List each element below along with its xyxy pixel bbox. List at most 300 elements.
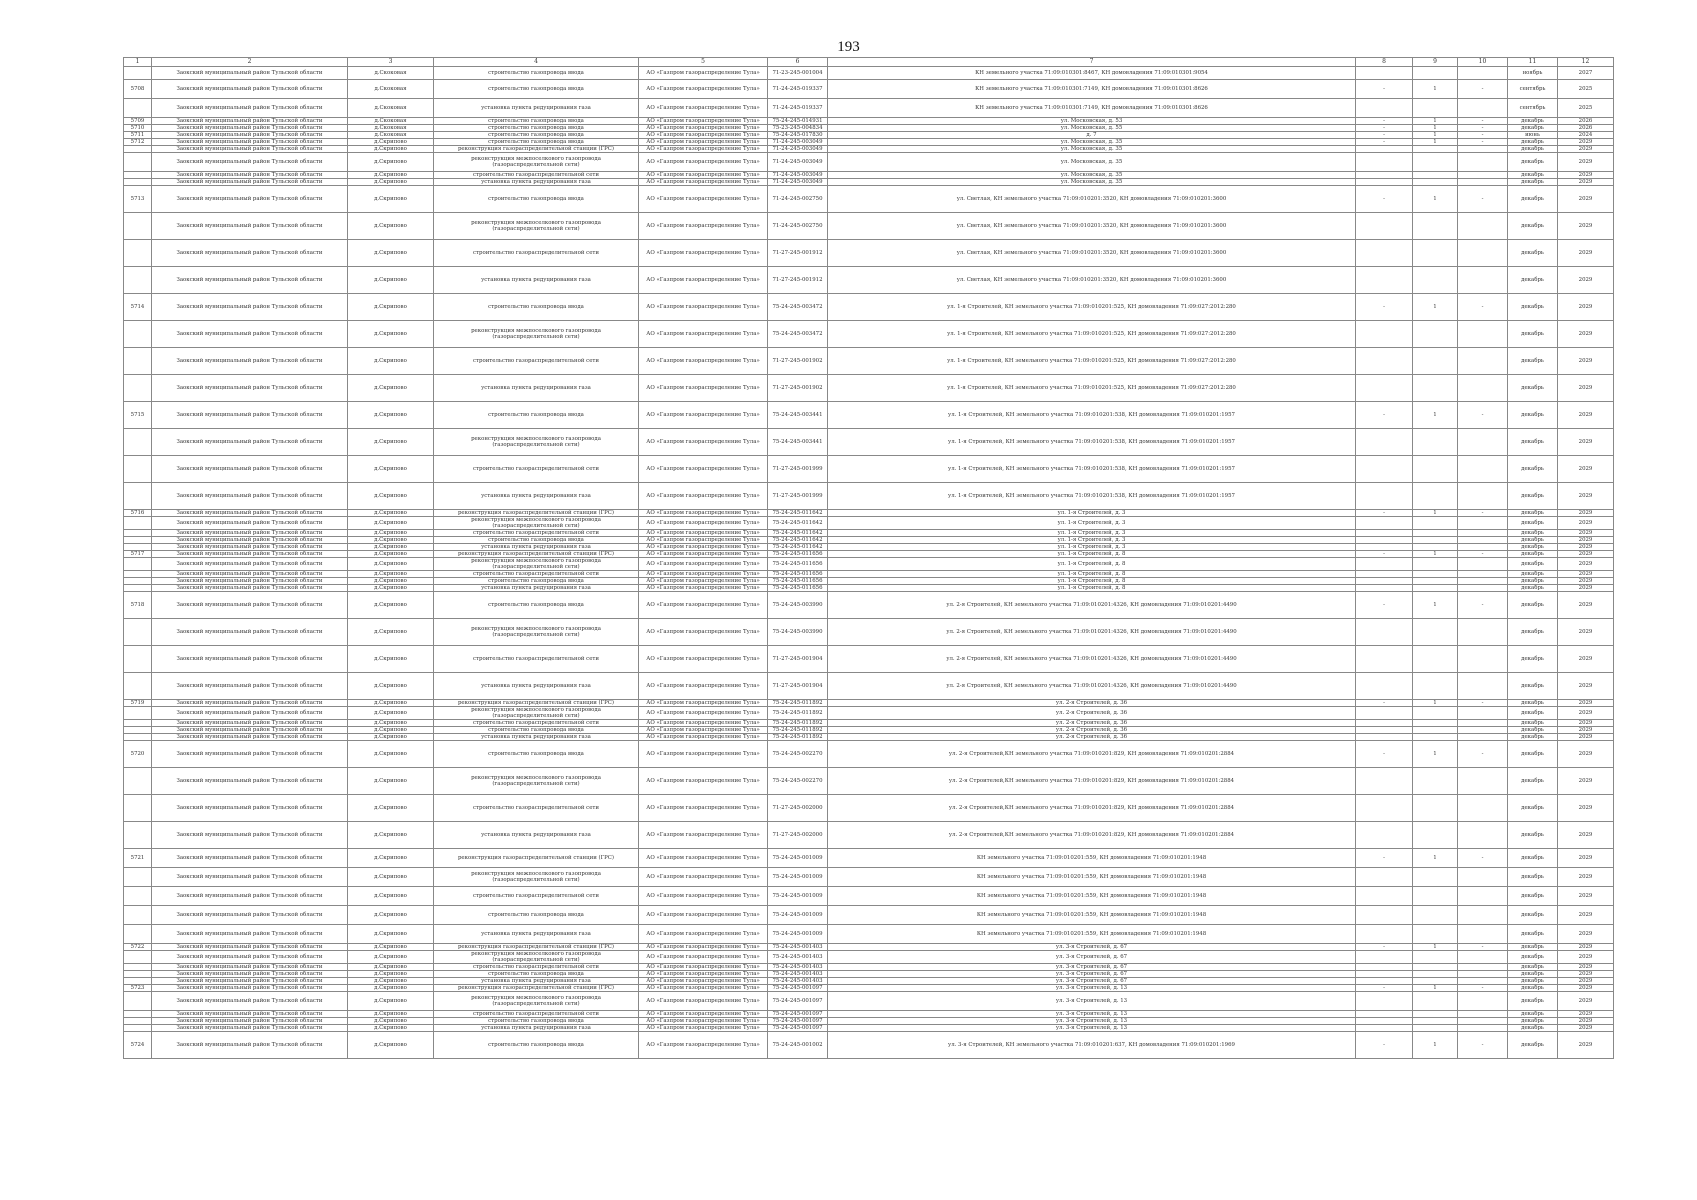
- month: декабрь: [1508, 578, 1558, 585]
- cell-col10: [1458, 1011, 1508, 1018]
- table-row: [124, 172, 1614, 179]
- table-row: [124, 1011, 1614, 1018]
- year: 2026: [1558, 125, 1614, 132]
- cell-col10: [1458, 734, 1508, 741]
- organization: АО «Газпром газораспределение Тула»: [639, 646, 768, 673]
- row-number: 5714: [124, 294, 152, 321]
- municipality: Заокский муниципальный район Тульской области: [152, 118, 348, 125]
- year: 2029: [1558, 951, 1614, 964]
- table-row: [124, 768, 1614, 795]
- cell-col10: -: [1458, 510, 1508, 517]
- cell-col10: [1458, 153, 1508, 172]
- organization: АО «Газпром газораспределение Тула»: [639, 1032, 768, 1059]
- cell-col9: [1413, 67, 1458, 80]
- locality: д.Скрипово: [348, 849, 434, 868]
- address: ул. 3-я Строителей, д. 13: [828, 1025, 1356, 1032]
- table-row: [124, 132, 1614, 139]
- work-type: реконструкция межпоселкового газопровода (газораспределительной сети): [434, 868, 639, 887]
- contract-number: 75-24-245-001009: [768, 925, 828, 944]
- work-type: строительство газораспределительной сети: [434, 240, 639, 267]
- cell-col8: [1356, 707, 1413, 720]
- address: ул. 3-я Строителей, д. 13: [828, 992, 1356, 1011]
- address: ул. 3-я Строителей, д. 67: [828, 944, 1356, 951]
- table-row: [124, 321, 1614, 348]
- cell-col9: 1: [1413, 944, 1458, 951]
- row-number: [124, 213, 152, 240]
- cell-col9: [1413, 456, 1458, 483]
- municipality: Заокский муниципальный район Тульской области: [152, 985, 348, 992]
- year: 2029: [1558, 186, 1614, 213]
- work-type: реконструкция газораспределительной станции (ГРС): [434, 985, 639, 992]
- cell-col9: [1413, 585, 1458, 592]
- cell-col8: [1356, 720, 1413, 727]
- year: 2029: [1558, 992, 1614, 1011]
- cell-col8: [1356, 67, 1413, 80]
- locality: д.Скрипово: [348, 551, 434, 558]
- work-type: установка пункта редуцирования газа: [434, 1025, 639, 1032]
- contract-number: 75-24-245-001403: [768, 944, 828, 951]
- cell-col10: [1458, 348, 1508, 375]
- month: декабрь: [1508, 153, 1558, 172]
- cell-col8: [1356, 925, 1413, 944]
- locality: д.Скрипово: [348, 456, 434, 483]
- cell-col9: 1: [1413, 118, 1458, 125]
- cell-col9: [1413, 868, 1458, 887]
- work-type: строительство газораспределительной сети: [434, 348, 639, 375]
- locality: д.Скрипово: [348, 321, 434, 348]
- year: 2029: [1558, 544, 1614, 551]
- contract-number: 75-24-245-011642: [768, 544, 828, 551]
- month: декабрь: [1508, 1011, 1558, 1018]
- municipality: Заокский муниципальный район Тульской области: [152, 971, 348, 978]
- address: ул. 1-я Строителей, КН земельного участка 71:09:010201:538, КН домовладения 71:09:010201:1957: [828, 483, 1356, 510]
- work-type: установка пункта редуцирования газа: [434, 925, 639, 944]
- row-number: [124, 530, 152, 537]
- year: 2029: [1558, 849, 1614, 868]
- table-row: [124, 267, 1614, 294]
- cell-col9: [1413, 558, 1458, 571]
- month: декабрь: [1508, 402, 1558, 429]
- work-type: строительство газопровода ввода: [434, 741, 639, 768]
- year: 2029: [1558, 700, 1614, 707]
- organization: АО «Газпром газораспределение Тула»: [639, 80, 768, 99]
- municipality: Заокский муниципальный район Тульской области: [152, 537, 348, 544]
- work-type: строительство газопровода ввода: [434, 592, 639, 619]
- municipality: Заокский муниципальный район Тульской области: [152, 822, 348, 849]
- table-row: [124, 720, 1614, 727]
- cell-col9: 1: [1413, 510, 1458, 517]
- table-row: [124, 375, 1614, 402]
- contract-number: 75-24-245-001403: [768, 964, 828, 971]
- row-number: [124, 321, 152, 348]
- work-type: реконструкция межпоселкового газопровода (газораспределительной сети): [434, 213, 639, 240]
- cell-col10: [1458, 673, 1508, 700]
- row-number: 5709: [124, 118, 152, 125]
- organization: АО «Газпром газораспределение Тула»: [639, 727, 768, 734]
- address: ул. 1-я Строителей, д. 8: [828, 571, 1356, 578]
- month: сентябрь: [1508, 99, 1558, 118]
- cell-col10: [1458, 267, 1508, 294]
- cell-col8: [1356, 768, 1413, 795]
- cell-col10: -: [1458, 402, 1508, 429]
- organization: АО «Газпром газораспределение Тула»: [639, 146, 768, 153]
- table-row: [124, 978, 1614, 985]
- work-type: реконструкция межпоселкового газопровода (газораспределительной сети): [434, 321, 639, 348]
- cell-col8: [1356, 619, 1413, 646]
- cell-col8: [1356, 1011, 1413, 1018]
- month: декабрь: [1508, 822, 1558, 849]
- locality: д.Скрипово: [348, 153, 434, 172]
- table-row: [124, 578, 1614, 585]
- year: 2029: [1558, 146, 1614, 153]
- year: 2029: [1558, 558, 1614, 571]
- cell-col8: [1356, 978, 1413, 985]
- cell-col8: -: [1356, 186, 1413, 213]
- column-header: 4: [434, 58, 639, 67]
- cell-col10: [1458, 67, 1508, 80]
- row-number: [124, 544, 152, 551]
- contract-number: 71-23-245-001004: [768, 67, 828, 80]
- cell-col9: [1413, 992, 1458, 1011]
- month: декабрь: [1508, 985, 1558, 992]
- organization: АО «Газпром газораспределение Тула»: [639, 944, 768, 951]
- cell-col10: [1458, 172, 1508, 179]
- cell-col10: [1458, 887, 1508, 906]
- year: 2029: [1558, 456, 1614, 483]
- municipality: Заокский муниципальный район Тульской области: [152, 700, 348, 707]
- contract-number: 75-24-245-011656: [768, 585, 828, 592]
- table-row: [124, 551, 1614, 558]
- cell-col9: [1413, 906, 1458, 925]
- municipality: Заокский муниципальный район Тульской области: [152, 294, 348, 321]
- municipality: Заокский муниципальный район Тульской области: [152, 727, 348, 734]
- cell-col8: -: [1356, 1032, 1413, 1059]
- organization: АО «Газпром газораспределение Тула»: [639, 429, 768, 456]
- locality: д.Скрипово: [348, 985, 434, 992]
- table-row: [124, 964, 1614, 971]
- cell-col10: [1458, 375, 1508, 402]
- table-row: [124, 1032, 1614, 1059]
- row-number: 5711: [124, 132, 152, 139]
- locality: д.Скрипово: [348, 992, 434, 1011]
- organization: АО «Газпром газораспределение Тула»: [639, 118, 768, 125]
- contract-number: 75-24-245-003441: [768, 402, 828, 429]
- work-type: реконструкция межпоселкового газопровода (газораспределительной сети): [434, 558, 639, 571]
- cell-col10: [1458, 1025, 1508, 1032]
- table-row: [124, 146, 1614, 153]
- cell-col9: [1413, 321, 1458, 348]
- cell-col10: [1458, 179, 1508, 186]
- table-body: [124, 67, 1614, 1059]
- cell-col10: [1458, 795, 1508, 822]
- year: 2027: [1558, 67, 1614, 80]
- address: ул. 1-я Строителей, д. 3: [828, 530, 1356, 537]
- address: ул. 2-я Строителей,КН земельного участка 71:09:010201:829, КН домовладения 71:09:010201:2884: [828, 795, 1356, 822]
- contract-number: 75-24-245-001403: [768, 978, 828, 985]
- locality: д.Скрипово: [348, 822, 434, 849]
- row-number: 5712: [124, 139, 152, 146]
- cell-col9: [1413, 619, 1458, 646]
- locality: д.Скрипово: [348, 1018, 434, 1025]
- contract-number: 75-24-245-011656: [768, 571, 828, 578]
- row-number: [124, 992, 152, 1011]
- locality: д.Скрипово: [348, 240, 434, 267]
- cell-col9: [1413, 1018, 1458, 1025]
- year: 2029: [1558, 592, 1614, 619]
- month: декабрь: [1508, 544, 1558, 551]
- table-row: [124, 727, 1614, 734]
- column-header: 5: [639, 58, 768, 67]
- organization: АО «Газпром газораспределение Тула»: [639, 578, 768, 585]
- month: декабрь: [1508, 483, 1558, 510]
- municipality: Заокский муниципальный район Тульской области: [152, 213, 348, 240]
- contract-number: 71-27-245-002000: [768, 795, 828, 822]
- organization: АО «Газпром газораспределение Тула»: [639, 978, 768, 985]
- address: ул. 3-я Строителей, КН земельного участка 71:09:010201:637, КН домовладения 71:09:010201:1969: [828, 1032, 1356, 1059]
- municipality: Заокский муниципальный район Тульской области: [152, 768, 348, 795]
- month: декабрь: [1508, 741, 1558, 768]
- year: 2029: [1558, 727, 1614, 734]
- row-number: [124, 578, 152, 585]
- row-number: [124, 925, 152, 944]
- municipality: Заокский муниципальный район Тульской области: [152, 483, 348, 510]
- table-row: [124, 558, 1614, 571]
- organization: АО «Газпром газораспределение Тула»: [639, 1025, 768, 1032]
- contract-number: 75-24-245-001097: [768, 985, 828, 992]
- column-header: 2: [152, 58, 348, 67]
- row-number: [124, 375, 152, 402]
- cell-col10: [1458, 578, 1508, 585]
- locality: д.Скрипово: [348, 294, 434, 321]
- contract-number: 71-27-245-002000: [768, 822, 828, 849]
- locality: д.Скоковая: [348, 99, 434, 118]
- address: КН земельного участка 71:09:010201:559, КН домовладения 71:09:010201:1948: [828, 887, 1356, 906]
- municipality: Заокский муниципальный район Тульской области: [152, 992, 348, 1011]
- row-number: [124, 887, 152, 906]
- year: 2029: [1558, 734, 1614, 741]
- row-number: [124, 267, 152, 294]
- locality: д.Скрипово: [348, 530, 434, 537]
- table-row: [124, 456, 1614, 483]
- month: декабрь: [1508, 186, 1558, 213]
- locality: д.Скрипово: [348, 951, 434, 964]
- cell-col9: [1413, 571, 1458, 578]
- year: 2025: [1558, 99, 1614, 118]
- locality: д.Скрипово: [348, 402, 434, 429]
- organization: АО «Газпром газораспределение Тула»: [639, 906, 768, 925]
- row-number: [124, 734, 152, 741]
- locality: д.Скрипово: [348, 348, 434, 375]
- cell-col10: [1458, 517, 1508, 530]
- month: декабрь: [1508, 734, 1558, 741]
- month: июнь: [1508, 132, 1558, 139]
- month: декабрь: [1508, 585, 1558, 592]
- locality: д.Скрипово: [348, 768, 434, 795]
- work-type: установка пункта редуцирования газа: [434, 673, 639, 700]
- row-number: [124, 517, 152, 530]
- cell-col8: -: [1356, 118, 1413, 125]
- year: 2029: [1558, 172, 1614, 179]
- locality: д.Скоковая: [348, 118, 434, 125]
- work-type: строительство газораспределительной сети: [434, 1011, 639, 1018]
- contract-number: 75-24-245-002270: [768, 768, 828, 795]
- cell-col10: [1458, 971, 1508, 978]
- cell-col10: [1458, 429, 1508, 456]
- table-row: [124, 517, 1614, 530]
- cell-col9: 1: [1413, 294, 1458, 321]
- address: ул. 2-я Строителей, КН земельного участка 71:09:010201:4326, КН домовладения 71:09:010201:4490: [828, 673, 1356, 700]
- contract-number: 75-24-245-011892: [768, 727, 828, 734]
- municipality: Заокский муниципальный район Тульской области: [152, 646, 348, 673]
- contract-number: 75-24-245-001009: [768, 868, 828, 887]
- locality: д.Скрипово: [348, 146, 434, 153]
- month: декабрь: [1508, 727, 1558, 734]
- year: 2029: [1558, 964, 1614, 971]
- organization: АО «Газпром газораспределение Тула»: [639, 1011, 768, 1018]
- table-row: [124, 795, 1614, 822]
- month: декабрь: [1508, 707, 1558, 720]
- cell-col10: [1458, 544, 1508, 551]
- organization: АО «Газпром газораспределение Тула»: [639, 964, 768, 971]
- year: 2029: [1558, 402, 1614, 429]
- locality: д.Скрипово: [348, 544, 434, 551]
- cell-col10: -: [1458, 80, 1508, 99]
- month: декабрь: [1508, 125, 1558, 132]
- cell-col10: [1458, 951, 1508, 964]
- address: ул. 2-я Строителей,КН земельного участка 71:09:010201:829, КН домовладения 71:09:010201:2884: [828, 822, 1356, 849]
- contract-number: 75-24-245-001002: [768, 1032, 828, 1059]
- cell-col10: -: [1458, 985, 1508, 992]
- cell-col9: 1: [1413, 849, 1458, 868]
- year: 2029: [1558, 153, 1614, 172]
- municipality: Заокский муниципальный район Тульской области: [152, 240, 348, 267]
- work-type: строительство газораспределительной сети: [434, 795, 639, 822]
- cell-col10: -: [1458, 592, 1508, 619]
- cell-col8: [1356, 530, 1413, 537]
- year: 2029: [1558, 978, 1614, 985]
- month: декабрь: [1508, 375, 1558, 402]
- table-row: [124, 822, 1614, 849]
- month: декабрь: [1508, 964, 1558, 971]
- cell-col9: [1413, 978, 1458, 985]
- cell-col10: [1458, 906, 1508, 925]
- work-type: строительство газораспределительной сети: [434, 646, 639, 673]
- table-row: [124, 483, 1614, 510]
- cell-col8: -: [1356, 551, 1413, 558]
- municipality: Заокский муниципальный район Тульской области: [152, 132, 348, 139]
- cell-col10: [1458, 213, 1508, 240]
- month: ноябрь: [1508, 67, 1558, 80]
- municipality: Заокский муниципальный район Тульской области: [152, 80, 348, 99]
- column-header: 9: [1413, 58, 1458, 67]
- row-number: [124, 99, 152, 118]
- address: ул. 1-я Строителей, д. 8: [828, 551, 1356, 558]
- address: ул. 1-я Строителей, КН земельного участка 71:09:010201:525, КН домовладения 71:09:027:2012:280: [828, 348, 1356, 375]
- locality: д.Скрипово: [348, 578, 434, 585]
- year: 2029: [1558, 213, 1614, 240]
- contract-number: 71-24-245-003049: [768, 146, 828, 153]
- cell-col9: [1413, 267, 1458, 294]
- month: декабрь: [1508, 517, 1558, 530]
- address: ул. Московская, д. 35: [828, 179, 1356, 186]
- contract-number: 75-24-245-011656: [768, 578, 828, 585]
- cell-col8: [1356, 585, 1413, 592]
- address: ул. 3-я Строителей, д. 13: [828, 1011, 1356, 1018]
- contract-number: 71-24-245-019337: [768, 99, 828, 118]
- row-number: 5720: [124, 741, 152, 768]
- table-row: [124, 1018, 1614, 1025]
- year: 2024: [1558, 132, 1614, 139]
- contract-number: 75-24-245-001097: [768, 1025, 828, 1032]
- municipality: Заокский муниципальный район Тульской области: [152, 906, 348, 925]
- locality: д.Скрипово: [348, 1032, 434, 1059]
- month: декабрь: [1508, 1025, 1558, 1032]
- municipality: Заокский муниципальный район Тульской области: [152, 925, 348, 944]
- cell-col8: [1356, 964, 1413, 971]
- month: декабрь: [1508, 951, 1558, 964]
- column-header: 11: [1508, 58, 1558, 67]
- row-number: [124, 646, 152, 673]
- cell-col8: [1356, 1025, 1413, 1032]
- municipality: Заокский муниципальный район Тульской области: [152, 172, 348, 179]
- month: декабрь: [1508, 139, 1558, 146]
- year: 2029: [1558, 1025, 1614, 1032]
- year: 2029: [1558, 530, 1614, 537]
- cell-col10: [1458, 585, 1508, 592]
- month: декабрь: [1508, 887, 1558, 906]
- cell-col9: [1413, 887, 1458, 906]
- municipality: Заокский муниципальный район Тульской области: [152, 887, 348, 906]
- work-type: строительство газопровода ввода: [434, 118, 639, 125]
- cell-col8: -: [1356, 294, 1413, 321]
- cell-col9: [1413, 537, 1458, 544]
- cell-col8: -: [1356, 139, 1413, 146]
- organization: АО «Газпром газораспределение Тула»: [639, 925, 768, 944]
- address: ул. 1-я Строителей, д. 8: [828, 578, 1356, 585]
- organization: АО «Газпром газораспределение Тула»: [639, 1018, 768, 1025]
- year: 2029: [1558, 868, 1614, 887]
- work-type: строительство газораспределительной сети: [434, 720, 639, 727]
- municipality: Заокский муниципальный район Тульской области: [152, 429, 348, 456]
- locality: д.Скрипово: [348, 1025, 434, 1032]
- organization: АО «Газпром газораспределение Тула»: [639, 267, 768, 294]
- municipality: Заокский муниципальный район Тульской области: [152, 558, 348, 571]
- table-row: [124, 985, 1614, 992]
- contract-number: 71-24-245-003049: [768, 179, 828, 186]
- column-header: 7: [828, 58, 1356, 67]
- row-number: 5710: [124, 125, 152, 132]
- municipality: Заокский муниципальный район Тульской области: [152, 153, 348, 172]
- address: КН земельного участка 71:09:010201:559, КН домовладения 71:09:010201:1948: [828, 868, 1356, 887]
- address: ул. Московская, д. 53: [828, 118, 1356, 125]
- work-type: установка пункта редуцирования газа: [434, 978, 639, 985]
- contract-number: 75-24-245-003990: [768, 619, 828, 646]
- cell-col9: [1413, 727, 1458, 734]
- table-row: [124, 118, 1614, 125]
- table-row: [124, 348, 1614, 375]
- work-type: строительство газораспределительной сети: [434, 530, 639, 537]
- table-row: [124, 99, 1614, 118]
- row-number: [124, 571, 152, 578]
- cell-col10: [1458, 240, 1508, 267]
- year: 2029: [1558, 906, 1614, 925]
- address: КН земельного участка 71:09:010201:559, КН домовладения 71:09:010201:1948: [828, 925, 1356, 944]
- organization: АО «Газпром газораспределение Тула»: [639, 321, 768, 348]
- municipality: Заокский муниципальный район Тульской области: [152, 551, 348, 558]
- work-type: реконструкция газораспределительной станции (ГРС): [434, 510, 639, 517]
- table-row: [124, 906, 1614, 925]
- cell-col9: [1413, 795, 1458, 822]
